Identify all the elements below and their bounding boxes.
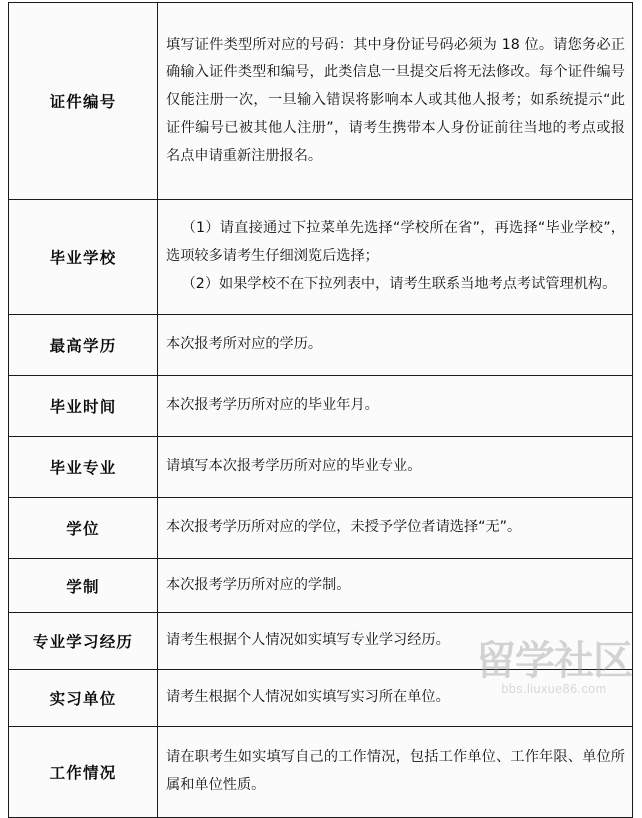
field-description-highest-education — [158, 315, 633, 376]
paragraph: 请在职考生如实填写自己的工作情况，包括工作单位、工作年限、单位所属和单位性质。 — [166, 749, 625, 793]
paragraph: 本次报考所对应的学历。 — [166, 336, 323, 353]
field-label-internship-unit: 实习单位 — [9, 670, 158, 727]
table-row — [9, 670, 633, 727]
watermark-main-text: 留学社区 — [476, 638, 632, 684]
paragraph: 本次报考学历所对应的学位，未授予学位者请选择“无”。 — [166, 519, 522, 536]
paragraph: 本次报考学历所对应的学制。 — [166, 576, 351, 593]
field-label-school-system: 学制 — [9, 559, 158, 613]
field-description-degree — [158, 498, 633, 559]
table-row — [9, 613, 633, 670]
table-row — [9, 727, 633, 818]
table-body — [9, 3, 633, 818]
table-row — [9, 498, 633, 559]
field-label-work-situation: 工作情况 — [9, 727, 158, 818]
field-description-graduation-major — [158, 437, 633, 498]
table-row — [9, 559, 633, 613]
field-description-graduation-time — [158, 376, 633, 437]
paragraph: （1）请直接通过下拉菜单先选择“学校所在省”，再选择“毕业学校”，选项较多请考生仔细浏览后选择； — [166, 220, 625, 265]
field-label-study-experience: 专业学习经历 — [9, 613, 158, 670]
paragraph: 请考生根据个人情况如实填写专业学习经历。 — [166, 632, 450, 649]
field-description-study-experience — [158, 613, 633, 670]
field-label-highest-education: 最高学历 — [9, 315, 158, 376]
paragraph: 请填写本次报考学历所对应的毕业专业。 — [166, 458, 422, 475]
paragraph: 请考生根据个人情况如实填写实习所在单位。 — [166, 689, 450, 706]
field-label-graduation-time: 毕业时间 — [9, 376, 158, 437]
paragraph: （2）如果学校不在下拉列表中，请考生联系当地考点考试管理机构。 — [181, 275, 617, 292]
field-description-id-number — [158, 3, 633, 200]
field-label-graduation-school: 毕业学校 — [9, 200, 158, 315]
field-description-internship-unit — [158, 670, 633, 727]
field-label-id-number: 证件编号 — [9, 3, 158, 200]
table-row — [9, 3, 633, 200]
field-description-work-situation — [158, 727, 633, 818]
field-description-graduation-school — [158, 200, 633, 315]
table-row — [9, 437, 633, 498]
table-row — [9, 200, 633, 315]
table-row — [9, 315, 633, 376]
paragraph: 填写证件类型所对应的号码：其中身份证号码必须为 18 位。请您务必正确输入证件类型和编号，此类信息一旦提交后将无法修改。每个证件编号仅能注册一次，一旦输入错误将影响本人或其他人报考；如系统提示“此证件编号已被其他人注册”，请考生携带本人身份证前往当地的考点或报名点申请重新注册报名。 — [166, 36, 625, 164]
field-label-graduation-major: 毕业专业 — [9, 437, 158, 498]
watermark-url-text: bbs.liuxue86.com — [501, 682, 607, 696]
field-description-school-system — [158, 559, 633, 613]
field-description-table — [8, 2, 633, 818]
field-label-degree: 学位 — [9, 498, 158, 559]
paragraph: 本次报考学历所对应的毕业年月。 — [166, 397, 379, 414]
table-row — [9, 376, 633, 437]
